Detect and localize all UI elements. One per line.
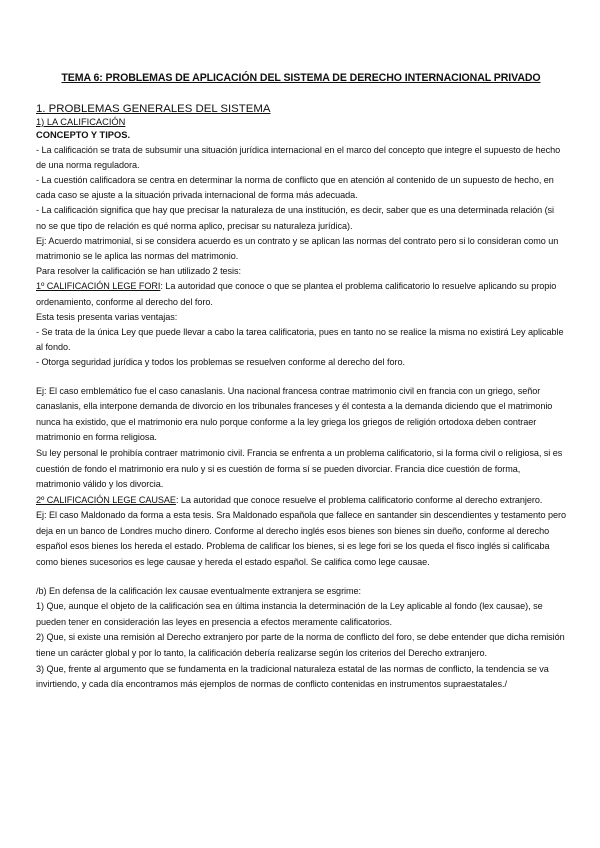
- subsection-heading: 1) LA CALIFICACIÓN: [36, 117, 126, 127]
- thesis-intro-paragraph: Para resolver la calificación se han utilizado 2 tesis:: [36, 266, 241, 277]
- defense-item: 3) Que, frente al argumento que se fundamenta en la tradicional naturaleza estatal de las normas de conflicto, la tendencia se va invirtiendo, y cada día encontramos más ejemplos de normas de conflicto contenidas en instrumentos supraestatales./: [36, 663, 549, 690]
- definition-paragraph: - La cuestión calificadora se centra en determinar la norma de conflicto que en atención al contenido de un supuesto de hecho, en cada caso se ajuste a la situación privada internacional de forma más adecuada.: [36, 174, 554, 201]
- lege-causae-paragraph: [36, 493, 566, 509]
- advantage-item: - Otorga seguridad jurídica y todos los problemas se resuelven conforme al derecho del foro.: [36, 357, 405, 368]
- defense-intro-paragraph: /b) En defensa de la calificación lex causae eventualmente extranjera se esgrime:: [36, 585, 362, 596]
- advantages-paragraph: Esta tesis presenta varias ventajas:: [36, 311, 178, 322]
- advantage-item: - Se trata de la única Ley que puede llevar a cabo la tarea calificatoria, pues en tanto no se realice la misma no existirá Ley aplicable al fondo.: [36, 326, 564, 353]
- lege-fori-label: 1º CALIFICACIÓN LEGE FORI: [36, 281, 161, 292]
- definition-paragraph: - La calificación significa que hay que precisar la naturaleza de una institución, es decir, saber que es una determinada relación (si no se que tipo de relación es qué norma aplico, precisar su naturaleza jurídica).: [36, 205, 555, 231]
- document-body: [36, 72, 566, 693]
- canaslanis-example-paragraph: Ej: El caso emblemático fue el caso canaslanis. Una nacional francesa contrae matrimonio civil en francia con un griego, señor canaslanis, ella interpone demanda de divorcio en los tribunales franceses y él contesta a la demanda diciendo que el matrimonio nunca ha existido, que el matrimonio era nulo porque conforme a la ley griega los griegos de religión ortodoxa deben contraer matrimonio en forma religiosa.: [36, 385, 553, 443]
- section-heading: 1. PROBLEMAS GENERALES DEL SISTEMA: [36, 103, 271, 115]
- lege-causae-label: 2º CALIFICACIÓN LEGE CAUSAE: [36, 494, 176, 505]
- lege-causae-text: : La autoridad que conoce resuelve el problema calificatorio conforme al derecho extranjero.: [175, 494, 543, 505]
- paragraph-gap: [36, 571, 566, 584]
- paragraph-gap: [36, 371, 566, 384]
- maldonado-example-paragraph: Ej: El caso Maldonado da forma a esta tesis. Sra Maldonado española que fallece en santander sin descendientes y testamento pero deja en un banco de Londres mucho dinero. Conforme al derecho inglés esos bienes son bienes sin dueño, conforme al derecho español esos bienes los hereda el estado. Problema de calificar los bienes, si es lege fori se los queda el fisco inglés si calificaba como bienes sucesorios es lege causae y hereda el estado español. Se califica como lege causae.: [36, 510, 566, 568]
- defense-item: 2) Que, si existe una remisión al Derecho extranjero por parte de la norma de conflicto del foro, se debe entender que dicha remisión tiene un carácter global y por lo tanto, la calificación debería realizarse según los criterios del Derecho extranjero.: [36, 632, 565, 659]
- concept-heading: CONCEPTO Y TIPOS.: [36, 130, 131, 140]
- document-title: TEMA 6: PROBLEMAS DE APLICACIÓN DEL SISTEMA DE DERECHO INTERNACIONAL PRIVADO: [61, 72, 541, 84]
- personal-law-paragraph: Su ley personal le prohibía contraer matrimonio civil. Francia se enfrenta a un problema calificatorio, si la forma civil o religiosa, si es cuestión de fondo el matrimonio era nulo y si es cuestión de forma sí se pueden divorciar. Francia dice cuestión de forma, matrimonio válido y los divorcia.: [36, 447, 563, 490]
- example-paragraph: Ej: Acuerdo matrimonial, si se considera acuerdo es un contrato y se aplican las normas del contrato pero si lo consideran como un matrimonio se le aplica las normas del matrimonio.: [36, 235, 559, 261]
- lege-fori-paragraph: [36, 279, 566, 309]
- defense-item: 1) Que, aunque el objeto de la calificación sea en última instancia la determinación de la Ley aplicable al fondo (lex causae), se pueden tener en consideración las leyes en presencia a efectos meramente calificatorios.: [36, 601, 543, 627]
- definition-paragraph: - La calificación se trata de subsumir una situación jurídica internacional en el marco del concepto que integre el supuesto de hecho de una norma reguladora.: [36, 144, 561, 170]
- lege-fori-text: : La autoridad que conoce o que se plantea el problema calificatorio lo resuelve aplicando su propio ordenamiento, conforme al derecho del foro.: [36, 281, 557, 307]
